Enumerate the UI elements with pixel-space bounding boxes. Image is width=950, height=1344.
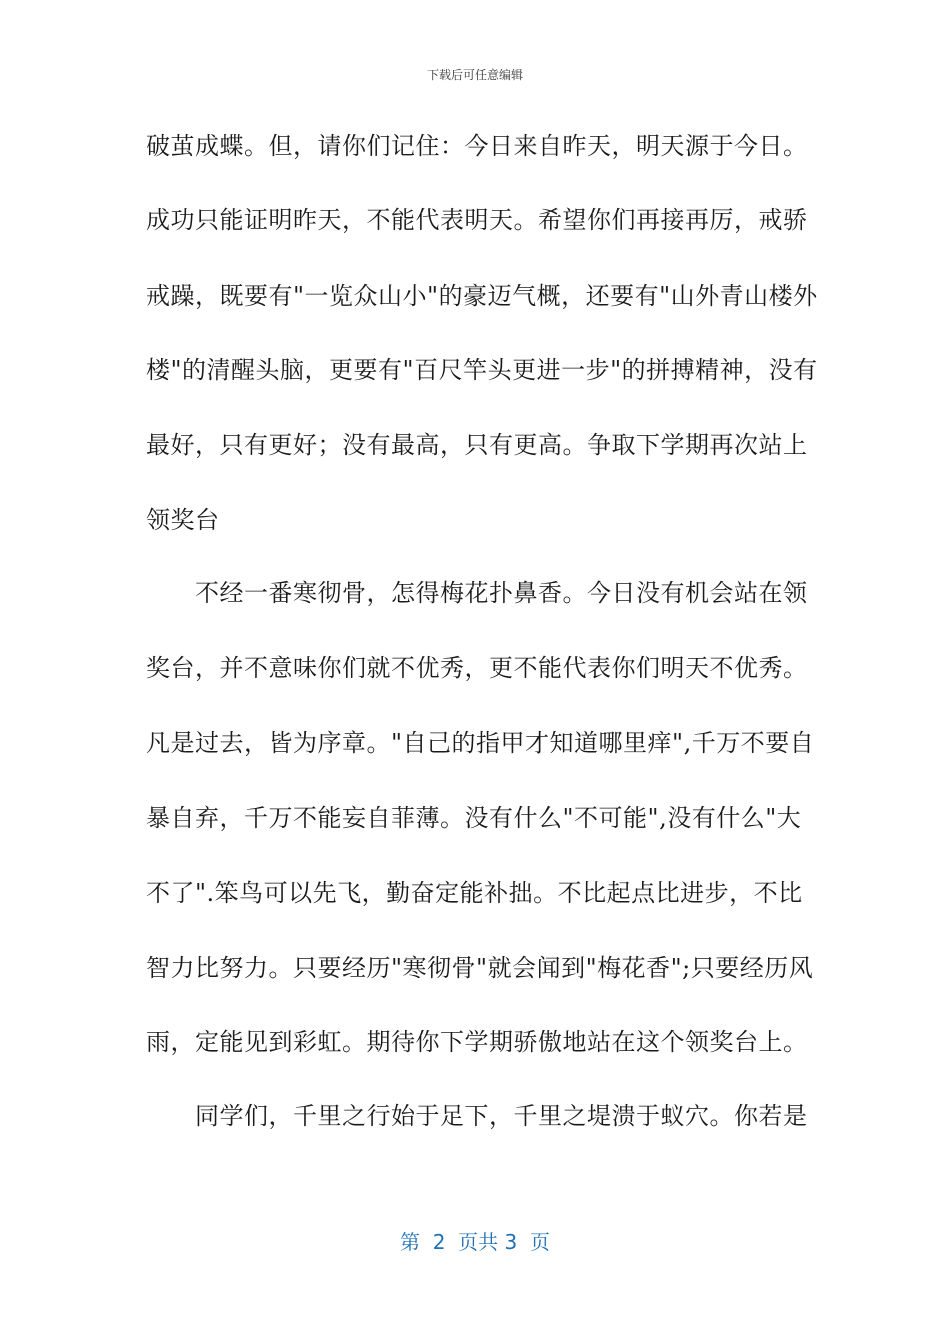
text-line: 凡是过去，皆为序章。"自己的指甲才知道哪里痒",千万不要自 — [146, 729, 815, 757]
text-line: 雨，定能见到彩虹。期待你下学期骄傲地站在这个领奖台上。 — [146, 1028, 808, 1056]
text-line: 奖台，并不意味你们就不优秀，更不能代表你们明天不优秀。 — [146, 654, 808, 682]
page-header: 下载后可任意编辑 — [426, 68, 523, 82]
text-line: 最好，只有更好；没有最高，只有更高。争取下学期再次站上 — [146, 431, 808, 459]
text-line: 不了".笨鸟可以先飞，勤奋定能补拙。不比起点比进步，不比 — [146, 879, 803, 907]
text-line: 领奖台 — [146, 506, 220, 534]
text-line: 暴自弃，千万不能妄自菲薄。没有什么"不可能",没有什么"大 — [146, 804, 802, 832]
text-line: 楼"的清醒头脑，更要有"百尺竿头更进一步"的拼搏精神，没有 — [146, 356, 818, 384]
text-line: 破茧成蝶。但，请你们记住：今日来自昨天，明天源于今日。 — [146, 132, 808, 160]
text-line: 同学们，千里之行始于足下，千里之堤溃于蚁穴。你若是 — [146, 1102, 808, 1130]
text-line: 智力比努力。只要经历"寒彻骨"就会闻到"梅花香";只要经历风 — [146, 954, 814, 982]
text-line: 不经一番寒彻骨，怎得梅花扑鼻香。今日没有机会站在领 — [146, 579, 808, 607]
text-line: 成功只能证明昨天，不能代表明天。希望你们再接再厉，戒骄 — [146, 206, 808, 234]
page-number-footer: 第 2 页共 3 页 — [400, 1230, 550, 1254]
text-line: 戒躁，既要有"一览众山小"的豪迈气概，还要有"山外青山楼外 — [146, 282, 818, 310]
